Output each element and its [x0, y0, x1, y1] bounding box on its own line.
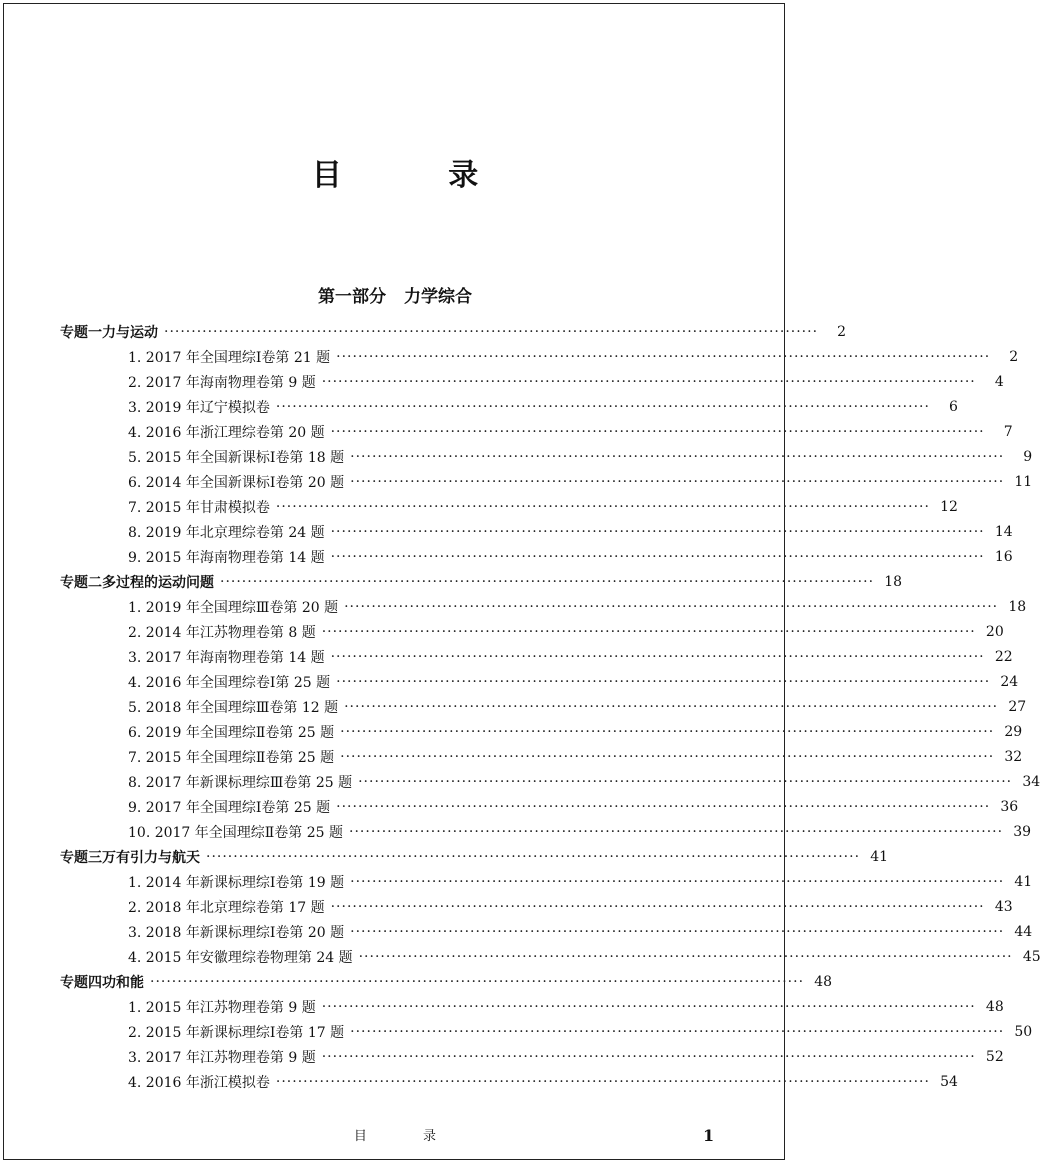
- toc-entry-row[interactable]: [60, 1044, 1004, 1069]
- part-heading: [0, 282, 790, 307]
- toc-entry-row[interactable]: [60, 469, 1033, 494]
- dot-leader: ························································································································: [321, 623, 976, 640]
- page-ref: 52: [985, 1048, 1004, 1065]
- entry-title: 10. 2017 年全国理综Ⅱ卷第 25 题: [128, 824, 344, 841]
- page-ref: 14: [994, 523, 1013, 540]
- dot-leader: ························································································································: [330, 898, 985, 915]
- entry-title: 6. 2014 年全国新课标Ⅰ卷第 20 题: [128, 474, 345, 491]
- dot-leader: ························································································································: [358, 948, 1013, 965]
- dot-leader: ························································································································: [330, 548, 985, 565]
- toc-topic-row[interactable]: [60, 969, 833, 994]
- dot-leader: ························································································································: [340, 748, 995, 765]
- page-ref: 36: [1000, 798, 1019, 815]
- page-ref: 2: [1009, 348, 1019, 365]
- topic-number: 专题三: [60, 849, 102, 866]
- topic-title: 万有引力与航天: [102, 849, 200, 866]
- entry-title: 3. 2017 年海南物理卷第 14 题: [128, 649, 325, 666]
- dot-leader: ························································································································: [349, 823, 1004, 840]
- page-ref: 9: [1023, 448, 1033, 465]
- dot-leader: ························································································································: [330, 523, 985, 540]
- dot-leader: ························································································································: [150, 973, 805, 990]
- part-name: 力学综合: [404, 287, 472, 307]
- page-title: 目 录: [311, 158, 527, 193]
- toc-entry-row[interactable]: [60, 369, 1004, 394]
- toc-entry-row[interactable]: [60, 769, 1041, 794]
- entry-title: 4. 2016 年浙江理综卷第 20 题: [128, 424, 325, 441]
- toc-topic-row[interactable]: [60, 844, 889, 869]
- entry-title: 1. 2014 年新课标理综Ⅰ卷第 19 题: [128, 874, 345, 891]
- entry-title: 5. 2015 年全国新课标Ⅰ卷第 18 题: [128, 449, 345, 466]
- topic-title: 多过程的运动问题: [102, 574, 214, 591]
- page-ref: 22: [994, 648, 1013, 665]
- dot-leader: ························································································································: [321, 1048, 976, 1065]
- entry-title: 4. 2015 年安徽理综卷物理第 24 题: [128, 949, 353, 966]
- topic-title: 力与运动: [102, 324, 158, 341]
- dot-leader: ························································································································: [206, 848, 861, 865]
- toc-entry-row[interactable]: [60, 494, 958, 519]
- toc-entry-row[interactable]: [60, 644, 1013, 669]
- dot-leader: ························································································································: [344, 598, 999, 615]
- dot-leader: ························································································································: [336, 798, 991, 815]
- page-ref: 48: [814, 973, 833, 990]
- entry-title: 3. 2017 年江苏物理卷第 9 题: [128, 1049, 316, 1066]
- toc-entry-row[interactable]: [60, 694, 1027, 719]
- dot-leader: ························································································································: [350, 923, 1005, 940]
- dot-leader: ························································································································: [336, 673, 991, 690]
- entry-title: 1. 2017 年全国理综Ⅰ卷第 21 题: [128, 349, 331, 366]
- toc-entry-row[interactable]: [60, 869, 1033, 894]
- page-ref: 4: [994, 373, 1004, 390]
- page-ref: 44: [1014, 923, 1033, 940]
- topic-number: 专题四: [60, 974, 102, 991]
- entry-title: 9. 2017 年全国理综Ⅰ卷第 25 题: [128, 799, 331, 816]
- dot-leader: ························································································································: [350, 873, 1005, 890]
- entry-title: 9. 2015 年海南物理卷第 14 题: [128, 549, 325, 566]
- dot-leader: ························································································································: [220, 573, 875, 590]
- dot-leader: ························································································································: [275, 1073, 930, 1090]
- entry-title: 2. 2017 年海南物理卷第 9 题: [128, 374, 316, 391]
- page-ref: 48: [985, 998, 1004, 1015]
- dot-leader: ························································································································: [350, 448, 1005, 465]
- page-ref: 6: [949, 398, 958, 415]
- page-ref: 32: [1004, 748, 1023, 765]
- entry-title: 3. 2019 年辽宁模拟卷: [128, 399, 270, 416]
- page-ref: 54: [940, 1073, 958, 1090]
- entry-title: 7. 2015 年甘肃模拟卷: [128, 499, 270, 516]
- dot-leader: ························································································································: [340, 723, 995, 740]
- topic-title: 功和能: [102, 974, 144, 991]
- entry-title: 8. 2017 年新课标理综Ⅲ卷第 25 题: [128, 774, 353, 791]
- dot-leader: ························································································································: [164, 323, 819, 340]
- dot-leader: ························································································································: [275, 398, 930, 415]
- toc-entry-row[interactable]: [60, 544, 1013, 569]
- toc-entry-row[interactable]: [60, 419, 1013, 444]
- page-number: 1: [703, 1126, 715, 1145]
- page-ref: 7: [1003, 423, 1013, 440]
- dot-leader: ························································································································: [344, 698, 999, 715]
- toc-entry-row[interactable]: [60, 894, 1013, 919]
- entry-title: 6. 2019 年全国理综Ⅱ卷第 25 题: [128, 724, 335, 741]
- part-label: 第一部分: [318, 287, 386, 307]
- page-ref: 2: [837, 323, 847, 340]
- page-ref: 41: [1014, 873, 1033, 890]
- dot-leader: ························································································································: [321, 998, 976, 1015]
- dot-leader: ························································································································: [336, 348, 991, 365]
- topic-number: 专题二: [60, 574, 102, 591]
- toc-entry-row[interactable]: [60, 794, 1019, 819]
- entry-title: 7. 2015 年全国理综Ⅱ卷第 25 题: [128, 749, 335, 766]
- page-ref: 34: [1022, 773, 1041, 790]
- dot-leader: ························································································································: [330, 423, 985, 440]
- toc-entry-row[interactable]: [60, 344, 1019, 369]
- toc-entry-row[interactable]: [60, 394, 958, 419]
- toc-entry-row[interactable]: [60, 444, 1033, 469]
- page-ref: 24: [1000, 673, 1019, 690]
- page-ref: 12: [940, 498, 958, 515]
- toc-entry-row[interactable]: [60, 1019, 1033, 1044]
- dot-leader: ························································································································: [321, 373, 976, 390]
- entry-title: 5. 2018 年全国理综Ⅲ卷第 12 题: [128, 699, 339, 716]
- page-ref: 20: [985, 623, 1004, 640]
- topic-number: 专题一: [60, 324, 102, 341]
- page-ref: 18: [884, 573, 903, 590]
- page-ref: 39: [1013, 823, 1032, 840]
- toc-entry-row[interactable]: [60, 719, 1023, 744]
- dot-leader: ························································································································: [330, 648, 985, 665]
- dot-leader: ························································································································: [358, 773, 1013, 790]
- toc-entry-row[interactable]: [60, 669, 1019, 694]
- dot-leader: ························································································································: [350, 1023, 1005, 1040]
- entry-title: 2. 2015 年新课标理综Ⅰ卷第 17 题: [128, 1024, 345, 1041]
- toc-topic-row[interactable]: [60, 569, 903, 594]
- page-ref: 43: [994, 898, 1013, 915]
- entry-title: 2. 2014 年江苏物理卷第 8 题: [128, 624, 316, 641]
- toc-entry-row[interactable]: [60, 994, 1004, 1019]
- toc-entry-row[interactable]: [60, 919, 1033, 944]
- toc-entry-row[interactable]: [60, 519, 1013, 544]
- toc-entry-row[interactable]: [60, 619, 1004, 644]
- entry-title: 1. 2015 年江苏物理卷第 9 题: [128, 999, 316, 1016]
- page-ref: 27: [1008, 698, 1027, 715]
- page-ref: 11: [1014, 473, 1033, 490]
- entry-title: 2. 2018 年北京理综卷第 17 题: [128, 899, 325, 916]
- toc-entry-row[interactable]: [60, 819, 1032, 844]
- toc-entry-row[interactable]: [60, 944, 1041, 969]
- page-ref: 29: [1004, 723, 1023, 740]
- running-footer: 目 录: [353, 1129, 463, 1144]
- entry-title: 4. 2016 年浙江模拟卷: [128, 1074, 270, 1091]
- entry-title: 1. 2019 年全国理综Ⅲ卷第 20 题: [128, 599, 339, 616]
- toc-topic-row[interactable]: [60, 319, 847, 344]
- entry-title: 4. 2016 年全国理综卷Ⅰ第 25 题: [128, 674, 331, 691]
- table-of-contents: [60, 319, 1041, 1094]
- entry-title: 8. 2019 年北京理综卷第 24 题: [128, 524, 325, 541]
- toc-entry-row[interactable]: [60, 1069, 958, 1094]
- page-ref: 45: [1022, 948, 1041, 965]
- page-ref: 18: [1008, 598, 1027, 615]
- page-ref: 16: [994, 548, 1013, 565]
- page-ref: 41: [870, 848, 889, 865]
- page-ref: 50: [1014, 1023, 1033, 1040]
- dot-leader: ························································································································: [275, 498, 930, 515]
- toc-entry-row[interactable]: [60, 744, 1023, 769]
- toc-entry-row[interactable]: [60, 594, 1027, 619]
- entry-title: 3. 2018 年新课标理综Ⅰ卷第 20 题: [128, 924, 345, 941]
- dot-leader: ························································································································: [350, 473, 1005, 490]
